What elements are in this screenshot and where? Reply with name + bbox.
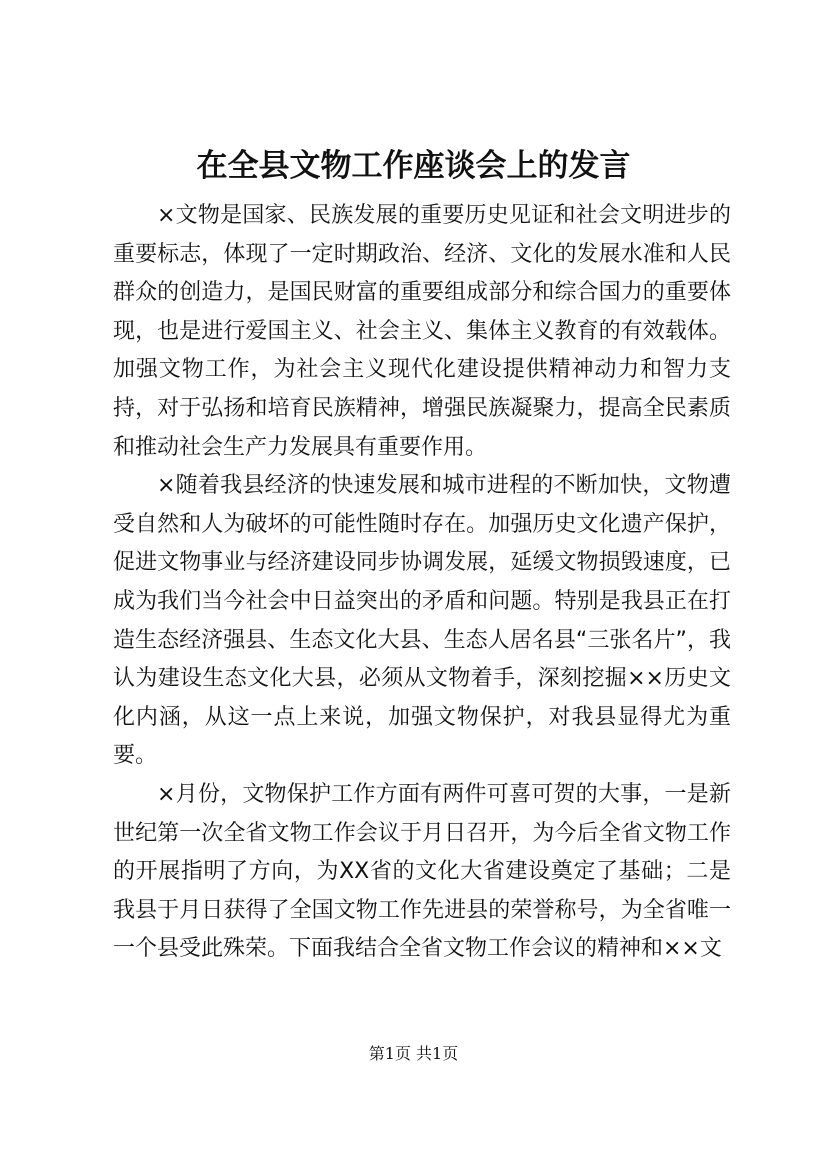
document-body xyxy=(113,197,731,969)
paragraph-2: ×随着我县经济的快速发展和城市进程的不断加快，文物遭受自然和人为破坏的可能性随时存在。加强历史文化遗产保护，促进文物事业与经济建设同步协调发展，延缓文物损毁速度，已成为我们当今社会中日益突出的矛盾和问题。特别是我县正在打造生态经济强县、生态文化大县、生态人居名县“三张名片”，我认为建设生态文化大县，必须从文物着手，深刻挖掘××历史文化内涵，从这一点上来说，加强文物保护，对我县显得尤为重要。 xyxy=(113,473,731,769)
paragraph-1: ×文物是国家、民族发展的重要历史见证和社会文明进步的重要标志，体现了一定时期政治、经济、文化的发展水准和人民群众的创造力，是国民财富的重要组成部分和综合国力的重要体现，也是进行爱国主义、社会主义、集体主义教育的有效载体。加强文物工作，为社会主义现代化建设提供精神动力和智力支持，对于弘扬和培育民族精神，增强民族凝聚力，提高全民素质和推动社会生产力发展具有重要作用。 xyxy=(113,203,731,460)
page-title: 在全县文物工作座谈会上的发言 xyxy=(196,148,631,184)
paragraph-3: ×月份，文物保护工作方面有两件可喜可贺的大事，一是新世纪第一次全省文物工作会议于月日召开，为今后全省文物工作的开展指明了方向，为XX省的文化大省建设奠定了基础；二是我县于月日获得了全国文物工作先进县的荣誉称号，为全省唯一一个县受此殊荣。下面我结合全省文物工作会议的精神和××文 xyxy=(113,781,731,962)
page-footer: 第1页 共1页 xyxy=(368,1044,459,1063)
